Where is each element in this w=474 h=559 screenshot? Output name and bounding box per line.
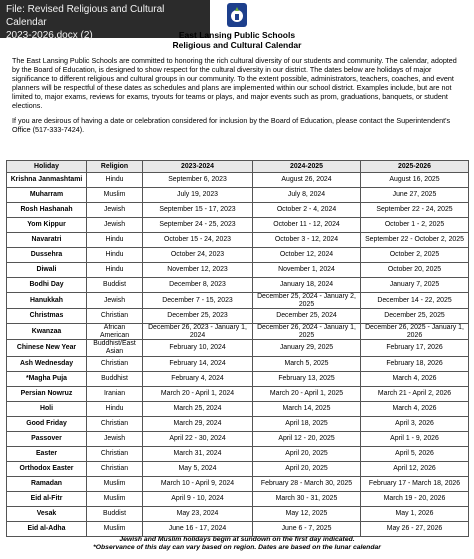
table-row [7,248,469,263]
cell-religion: Christian [87,461,143,476]
cell-2023-2024: November 12, 2023 [143,263,253,278]
table-row [7,324,469,340]
cell-2025-2026: December 14 - 22, 2025 [361,293,469,309]
cell-2025-2026: June 27, 2025 [361,188,469,203]
cell-2023-2024: February 4, 2024 [143,371,253,386]
cell-2023-2024: October 15 - 24, 2023 [143,233,253,248]
footnote-line-1: Jewish and Muslim holidays begin at sundown on the first day indicated. [119,536,355,543]
cell-2023-2024: September 24 - 25, 2023 [143,218,253,233]
cell-holiday: Passover [7,431,87,446]
cell-2025-2026: March 4, 2026 [361,401,469,416]
cell-religion: Muslim [87,521,143,536]
cell-religion: Hindu [87,248,143,263]
cell-2024-2025: February 28 - March 30, 2025 [253,476,361,491]
table-row [7,431,469,446]
cell-2024-2025: April 18, 2025 [253,416,361,431]
table-row [7,263,469,278]
cell-religion: Muslim [87,188,143,203]
cell-religion: Christian [87,446,143,461]
cell-2023-2024: March 10 - April 9, 2024 [143,476,253,491]
cell-2023-2024: May 5, 2024 [143,461,253,476]
cell-2024-2025: July 8, 2024 [253,188,361,203]
cell-holiday: Kwanzaa [7,324,87,340]
cell-2025-2026: August 16, 2025 [361,173,469,188]
cell-2023-2024: October 24, 2023 [143,248,253,263]
cell-2025-2026: December 25, 2025 [361,309,469,324]
cell-holiday: Diwali [7,263,87,278]
cell-2025-2026: February 18, 2026 [361,356,469,371]
cell-2024-2025: December 25, 2024 [253,309,361,324]
intro-paragraph-2: If you are desirous of having a date or celebration considered for inclusion by the Board of Education, please contact the Superintendent's Office (517-333-7424). [12,116,451,135]
cell-holiday: Ash Wednesday [7,356,87,371]
cell-religion: Jewish [87,431,143,446]
table-row [7,416,469,431]
cell-2024-2025: August 26, 2024 [253,173,361,188]
cell-holiday: Good Friday [7,416,87,431]
cell-holiday: Eid al-Adha [7,521,87,536]
table-body [7,173,469,537]
cell-holiday: Vesak [7,506,87,521]
cell-religion: Buddist [87,506,143,521]
table-row [7,356,469,371]
cell-religion: Buddist [87,278,143,293]
cell-holiday: *Magha Puja [7,371,87,386]
cell-2023-2024: June 16 - 17, 2024 [143,521,253,536]
table-row [7,461,469,476]
cell-religion: Christian [87,416,143,431]
cell-religion: African American [87,324,143,340]
table-header-row [7,161,469,173]
cell-2025-2026: February 17 - March 18, 2026 [361,476,469,491]
cell-2024-2025: December 26, 2024 - January 1, 2025 [253,324,361,340]
cell-2024-2025: April 20, 2025 [253,461,361,476]
cell-2024-2025: November 1, 2024 [253,263,361,278]
cell-2024-2025: February 13, 2025 [253,371,361,386]
cell-2025-2026: March 4, 2026 [361,371,469,386]
table-row [7,446,469,461]
cell-religion: Jewish [87,218,143,233]
cell-2025-2026: February 17, 2026 [361,340,469,356]
file-name-line2: 2023-2026.docx (2) [6,30,93,41]
cell-2023-2024: March 20 - April 1, 2024 [143,386,253,401]
holiday-calendar-table [6,160,469,537]
calendar-title: Religious and Cultural Calendar [172,40,302,50]
table-row [7,278,469,293]
cell-2025-2026: December 26, 2025 - January 1, 2026 [361,324,469,340]
cell-religion: Jewish [87,203,143,218]
cell-2025-2026: October 20, 2025 [361,263,469,278]
cell-holiday: Eid al-Fitr [7,491,87,506]
cell-holiday: Yom Kippur [7,218,87,233]
table-row [7,173,469,188]
cell-2023-2024: April 22 - 30, 2024 [143,431,253,446]
cell-2025-2026: March 19 - 20, 2026 [361,491,469,506]
cell-2023-2024: December 25, 2023 [143,309,253,324]
document-header [0,30,474,50]
cell-religion: Hindu [87,233,143,248]
table-row [7,506,469,521]
cell-holiday: Persian Nowruz [7,386,87,401]
cell-2023-2024: May 23, 2024 [143,506,253,521]
cell-2023-2024: March 31, 2024 [143,446,253,461]
cell-holiday: Navaratri [7,233,87,248]
cell-2025-2026: October 2, 2025 [361,248,469,263]
cell-2025-2026: October 1 - 2, 2025 [361,218,469,233]
cell-2024-2025: January 18, 2024 [253,278,361,293]
cell-2025-2026: September 22 - 24, 2025 [361,203,469,218]
cell-2024-2025: October 2 - 4, 2024 [253,203,361,218]
cell-holiday: Hanukkah [7,293,87,309]
table-row [7,188,469,203]
cell-2024-2025: March 5, 2025 [253,356,361,371]
table-row [7,401,469,416]
cell-2024-2025: May 12, 2025 [253,506,361,521]
cell-2024-2025: January 29, 2025 [253,340,361,356]
cell-2025-2026: April 3, 2026 [361,416,469,431]
cell-2023-2024: December 7 - 15, 2023 [143,293,253,309]
cell-2023-2024: September 15 - 17, 2023 [143,203,253,218]
cell-2023-2024: September 6, 2023 [143,173,253,188]
column-header-2025-2026: 2025-2026 [361,161,469,173]
cell-religion: Muslim [87,491,143,506]
cell-holiday: Chinese New Year [7,340,87,356]
cell-2024-2025: March 30 - 31, 2025 [253,491,361,506]
cell-religion: Jewish [87,293,143,309]
cell-religion: Muslim [87,476,143,491]
footnote-line-2: *Observance of this day can vary based on region. Dates are based on the lunar calendar [93,543,381,551]
cell-holiday: Rosh Hashanah [7,203,87,218]
cell-holiday: Holi [7,401,87,416]
intro-paragraph-1: The East Lansing Public Schools are committed to honoring the rich cultural diversity of our students and community. The calendar, adopted by the Board of Education, is designed to show respect for the cultural diversity in our district. The dates below are holidays of major significance to different religious and cultural groups in our community. To the extent possible, administrators, teachers, coaches, and event planners will be respectful of these dates as schedules and plans are implemented within our school district. Examples include, but are not limited to, major exams, reviews for exams, tryouts for teams or plays, and major events such as prom, graduations, banquets, or student elections. [12,56,457,110]
table-row [7,233,469,248]
cell-holiday: Easter [7,446,87,461]
cell-2025-2026: January 7, 2025 [361,278,469,293]
table-row [7,371,469,386]
cell-2025-2026: April 5, 2026 [361,446,469,461]
cell-religion: Hindu [87,263,143,278]
table-row [7,293,469,309]
table-row [7,491,469,506]
file-name-line1: File: Revised Religious and Cultural Calendar [6,4,165,28]
cell-religion: Buddhist/East Asian [87,340,143,356]
cell-2024-2025: December 25, 2024 - January 2, 2025 [253,293,361,309]
cell-2023-2024: December 8, 2023 [143,278,253,293]
cell-2024-2025: March 20 - April 1, 2025 [253,386,361,401]
footnote [0,536,474,551]
cell-2024-2025: April 12 - 20, 2025 [253,431,361,446]
cell-2024-2025: October 11 - 12, 2024 [253,218,361,233]
table-row [7,218,469,233]
table-row [7,309,469,324]
cell-2024-2025: October 12, 2024 [253,248,361,263]
cell-holiday: Muharram [7,188,87,203]
cell-2025-2026: March 21 - April 2, 2026 [361,386,469,401]
cell-2025-2026: April 1 - 9, 2026 [361,431,469,446]
column-header-2024-2025: 2024-2025 [253,161,361,173]
cell-2025-2026: May 1, 2026 [361,506,469,521]
cell-2023-2024: February 10, 2024 [143,340,253,356]
cell-religion: Hindu [87,401,143,416]
table-row [7,386,469,401]
district-name: East Lansing Public Schools [178,30,296,40]
intro-text [12,57,464,142]
cell-2023-2024: December 26, 2023 - January 1, 2024 [143,324,253,340]
column-header-religion: Religion [87,161,143,173]
column-header-2023-2024: 2023-2024 [143,161,253,173]
cell-2023-2024: February 14, 2024 [143,356,253,371]
table-row [7,521,469,536]
cell-2024-2025: March 14, 2025 [253,401,361,416]
cell-holiday: Bodhi Day [7,278,87,293]
cell-religion: Christian [87,309,143,324]
table-row [7,476,469,491]
cell-religion: Hindu [87,173,143,188]
cell-2024-2025: April 20, 2025 [253,446,361,461]
cell-2023-2024: April 9 - 10, 2024 [143,491,253,506]
cell-holiday: Christmas [7,309,87,324]
cell-holiday: Krishna Janmashtami [7,173,87,188]
cell-2024-2025: June 6 - 7, 2025 [253,521,361,536]
cell-2024-2025: October 3 - 12, 2024 [253,233,361,248]
cell-religion: Buddhist [87,371,143,386]
cell-2025-2026: September 22 - October 2, 2025 [361,233,469,248]
cell-holiday: Orthodox Easter [7,461,87,476]
table-row [7,203,469,218]
cell-holiday: Dussehra [7,248,87,263]
cell-2023-2024: March 29, 2024 [143,416,253,431]
cell-2025-2026: May 26 - 27, 2026 [361,521,469,536]
cell-2023-2024: July 19, 2023 [143,188,253,203]
cell-2025-2026: April 12, 2026 [361,461,469,476]
school-logo-icon [226,2,248,28]
column-header-holiday: Holiday [7,161,87,173]
cell-2023-2024: March 25, 2024 [143,401,253,416]
cell-religion: Christian [87,356,143,371]
cell-holiday: Ramadan [7,476,87,491]
table-row [7,340,469,356]
cell-religion: Iranian [87,386,143,401]
